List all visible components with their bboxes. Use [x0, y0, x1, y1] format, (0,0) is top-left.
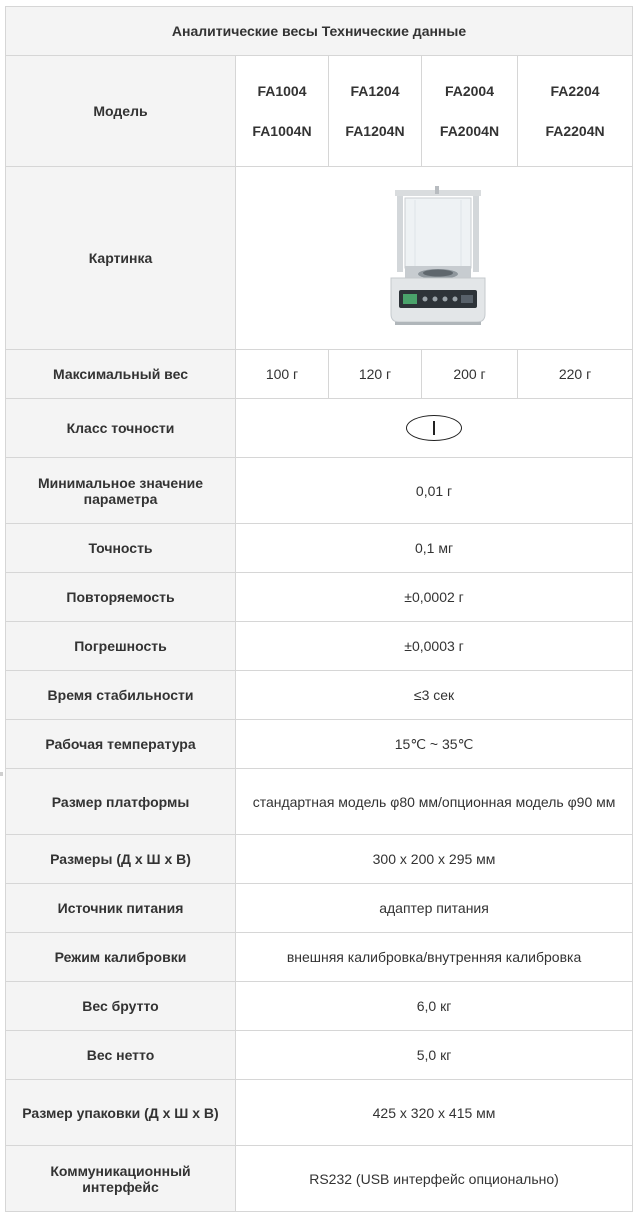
spec-row — [6, 1080, 633, 1146]
spec-row — [6, 671, 633, 720]
spec-label: Вес брутто — [6, 982, 236, 1031]
spec-row — [6, 982, 633, 1031]
page-edge-mark — [0, 772, 3, 776]
spec-label: Точность — [6, 524, 236, 573]
max-weight-label: Максимальный вес — [6, 350, 236, 399]
spec-label: Размеры (Д х Ш х В) — [6, 835, 236, 884]
spec-row — [6, 769, 633, 835]
spec-value: ±0,0003 г — [236, 622, 633, 671]
spec-label: Повторяемость — [6, 573, 236, 622]
accuracy-class-symbol-icon — [406, 415, 462, 441]
spec-label: Режим калибровки — [6, 933, 236, 982]
spec-label: Источник питания — [6, 884, 236, 933]
max-weight-value: 220 г — [518, 350, 633, 399]
spec-row — [6, 933, 633, 982]
spec-value: 300 x 200 x 295 мм — [236, 835, 633, 884]
max-weight-value: 200 г — [422, 350, 518, 399]
spec-value: 0,1 мг — [236, 524, 633, 573]
model-name: FA1004 — [257, 83, 307, 99]
spec-label: Коммуникационный интерфейс — [6, 1146, 236, 1212]
spec-value: 425 x 320 x 415 мм — [236, 1080, 633, 1146]
max-weight-value: 100 г — [236, 350, 329, 399]
accuracy-class-label: Класс точности — [6, 399, 236, 458]
spec-label: Размер платформы — [6, 769, 236, 835]
model-name-n: FA1204N — [345, 123, 405, 139]
model-cell — [518, 56, 633, 167]
spec-row — [6, 720, 633, 769]
spec-value: 0,01 г — [236, 458, 633, 524]
spec-value: RS232 (USB интерфейс опционально) — [236, 1146, 633, 1212]
spec-row — [6, 458, 633, 524]
spec-value: адаптер питания — [236, 884, 633, 933]
model-cell — [236, 56, 329, 167]
model-row — [6, 56, 633, 167]
picture-cell — [236, 167, 633, 350]
spec-label: Размер упаковки (Д х Ш х В) — [6, 1080, 236, 1146]
model-name: FA2204 — [550, 83, 600, 99]
spec-label: Погрешность — [6, 622, 236, 671]
spec-value: 5,0 кг — [236, 1031, 633, 1080]
model-name-n: FA2004N — [439, 123, 500, 139]
table-title: Аналитические весы Технические данные — [6, 7, 633, 56]
picture-label: Картинка — [6, 167, 236, 350]
spec-value: внешняя калибровка/внутренняя калибровка — [236, 933, 633, 982]
spec-label: Время стабильности — [6, 671, 236, 720]
spec-label: Вес нетто — [6, 1031, 236, 1080]
spec-row — [6, 622, 633, 671]
model-name-n: FA2204N — [545, 123, 605, 139]
spec-row — [6, 573, 633, 622]
model-name: FA1204 — [350, 83, 400, 99]
model-cell — [422, 56, 518, 167]
model-label: Модель — [6, 56, 236, 167]
spec-value: 15℃ ~ 35℃ — [236, 720, 633, 769]
spec-label: Минимальное значение параметра — [6, 458, 236, 524]
model-name: FA2004 — [444, 83, 495, 99]
analytical-balance-image — [295, 182, 573, 334]
max-weight-row — [6, 350, 633, 399]
spec-value: 6,0 кг — [236, 982, 633, 1031]
model-cell — [329, 56, 422, 167]
accuracy-class-value — [236, 399, 633, 458]
spec-value: ±0,0002 г — [236, 573, 633, 622]
table-title-row — [6, 7, 633, 56]
model-name-n: FA1004N — [252, 123, 312, 139]
spec-table — [5, 6, 633, 1212]
spec-row — [6, 524, 633, 573]
max-weight-value: 120 г — [329, 350, 422, 399]
spec-row — [6, 1031, 633, 1080]
accuracy-class-row — [6, 399, 633, 458]
spec-row — [6, 835, 633, 884]
spec-label: Рабочая температура — [6, 720, 236, 769]
spec-value: стандартная модель φ80 мм/опционная модель φ90 мм — [236, 769, 633, 835]
picture-row — [6, 167, 633, 350]
spec-row — [6, 1146, 633, 1212]
spec-row — [6, 884, 633, 933]
spec-value: ≤3 сек — [236, 671, 633, 720]
